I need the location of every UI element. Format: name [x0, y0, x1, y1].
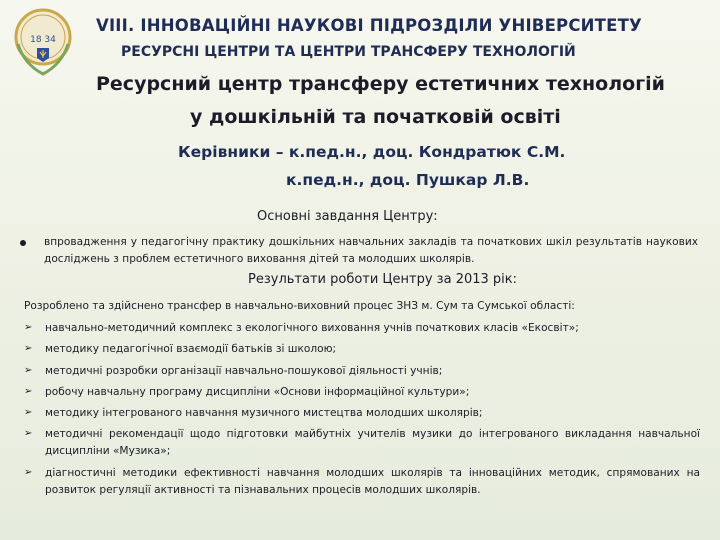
list-item-text: методичні рекомендації щодо підготовки майбутніх учителів музики до інтегрованого викладання навчальної дисципліни «Музика»; [45, 428, 700, 458]
results-heading: Результати роботи Центру за 2013 рік: [248, 272, 518, 287]
center-name-line2: у дошкільній та початковій освіті [190, 106, 561, 128]
list-item [24, 384, 700, 401]
arrow-bullet-icon: ➢ [24, 428, 33, 440]
center-name-line1: Ресурсний центр трансферу естетичних технологій [96, 73, 665, 95]
arrow-bullet-icon: ➢ [24, 407, 33, 419]
arrow-bullet-icon: ➢ [24, 322, 33, 333]
results-list [24, 320, 700, 503]
list-item-text: методичні розробки організації навчально-пошукової діяльності учнів; [45, 364, 443, 377]
list-item-text: навчально-методичний комплекс з екологічного виховання учнів початкових класів «Екосвіт»; [45, 322, 579, 334]
tasks-heading: Основні завдання Центру: [257, 209, 438, 224]
arrow-bullet-icon: ➢ [24, 364, 33, 376]
tasks-item-text: впровадження у педагогічну практику дошкільних навчальних закладів та початкових шкіл результатів наукових досліджень з проблем естетичного виховання дітей та молодших школярів. [44, 236, 698, 265]
section-subtitle: РЕСУРСНІ ЦЕНТРИ ТА ЦЕНТРИ ТРАНСФЕРУ ТЕХНОЛОГІЙ [121, 44, 576, 60]
bullet-dot-icon [20, 240, 26, 246]
list-item-text: робочу навчальну програму дисципліни «Основи інформаційної культури»; [45, 385, 470, 398]
arrow-bullet-icon: ➢ [24, 385, 33, 397]
list-item [24, 465, 700, 499]
leaders-line1: Керівники – к.пед.н., доц. Кондратюк С.М. [178, 143, 566, 161]
section-title: VIII. ІННОВАЦІЙНІ НАУКОВІ ПІДРОЗДІЛИ УНІВЕРСИТЕТУ [96, 16, 642, 35]
university-emblem-icon [14, 4, 72, 82]
leaders-line2: к.пед.н., доц. Пушкар Л.В. [286, 171, 530, 189]
list-item [24, 341, 700, 358]
list-item-text: методику педагогічної взаємодії батьків зі школою; [45, 343, 337, 356]
list-item-text: методику інтегрованого навчання музичного мистецтва молодших школярів; [45, 407, 483, 420]
list-item [24, 363, 700, 380]
arrow-bullet-icon: ➢ [24, 466, 33, 478]
list-item [24, 426, 700, 460]
list-item [24, 405, 700, 422]
list-item [24, 320, 700, 337]
results-intro: Розроблено та здійснено трансфер в навчально-виховний процес ЗНЗ м. Сум та Сумської області: [24, 300, 575, 312]
logo-year: 18 34 [30, 35, 56, 45]
list-item-text: діагностичні методики ефективності навчання молодших школярів та інноваційних методик, спрямованих на розвиток регуляції активності та пізнавальних процесів молодших школярів. [45, 466, 700, 496]
arrow-bullet-icon: ➢ [24, 343, 33, 355]
